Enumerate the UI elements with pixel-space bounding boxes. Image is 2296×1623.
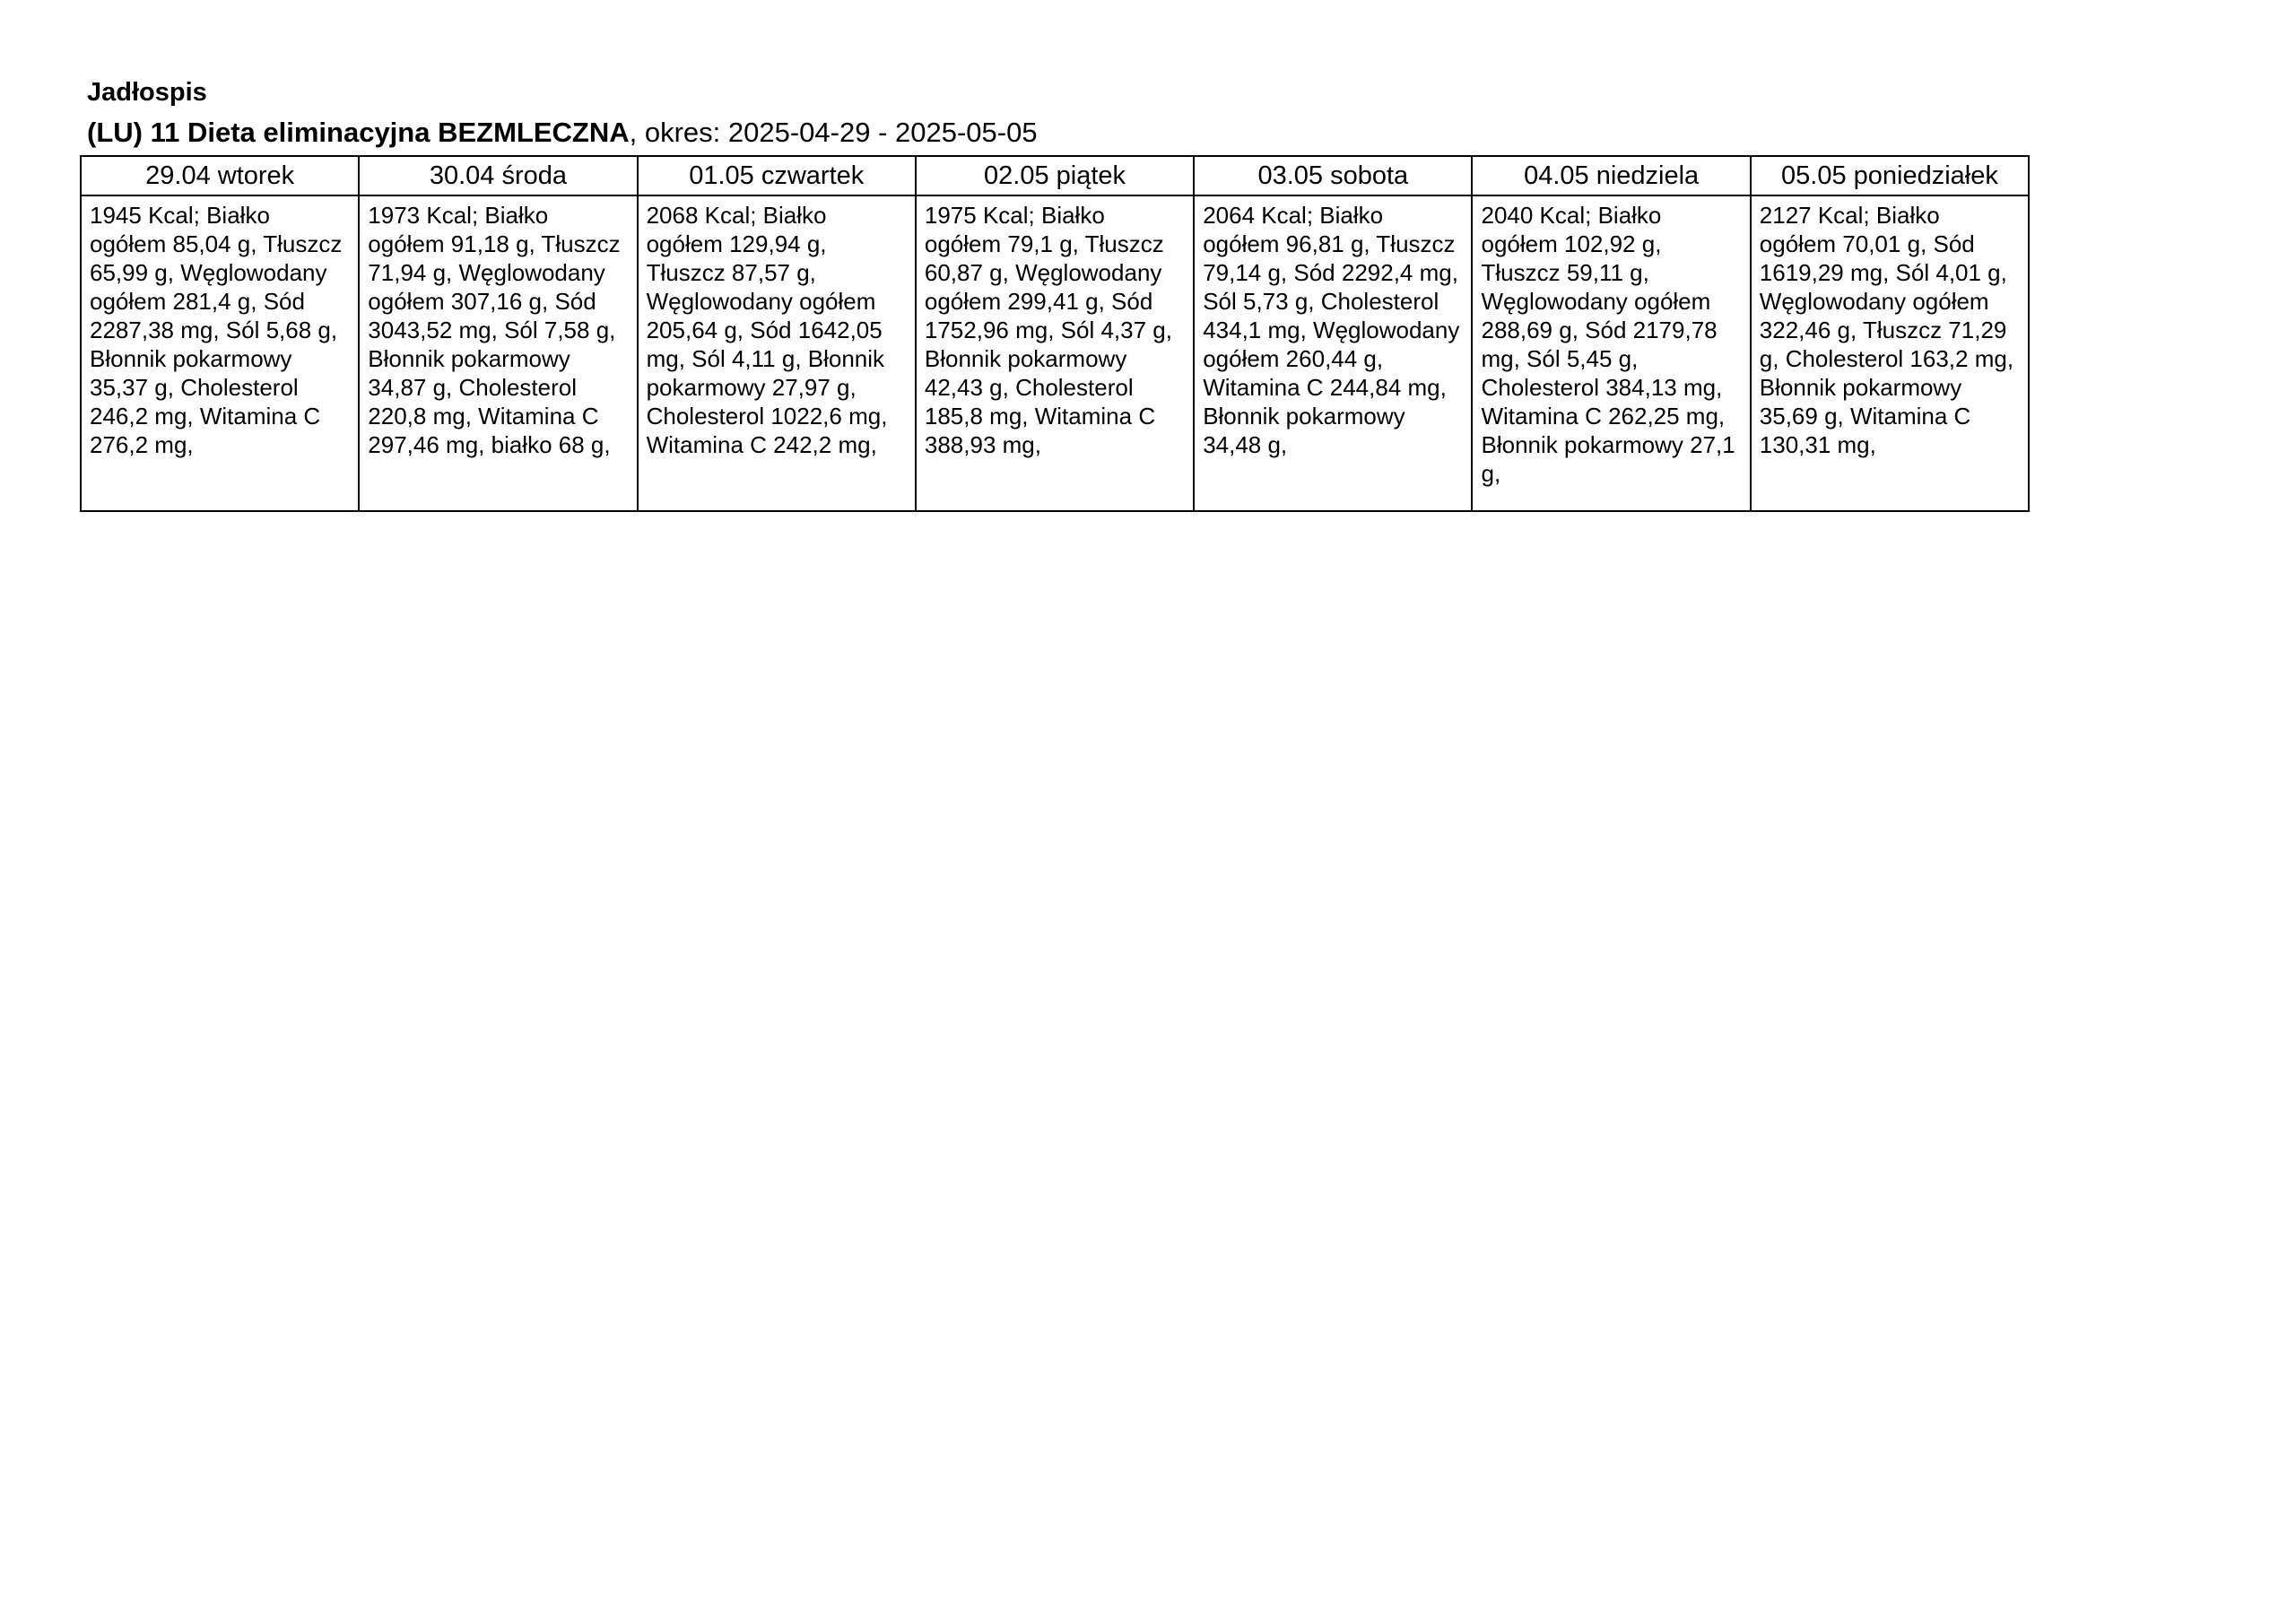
- nutrition-cell-0505: 2127 Kcal; Białko ogółem 70,01 g, Sód 1619,29 mg, Sól 4,01 g, Węglowodany ogółem 322,46 g, Tłuszcz 71,29 g, Cholesterol 163,2 mg, Błonnik pokarmowy 35,69 g, Witamina C 130,31 mg,: [1751, 195, 2029, 511]
- day-header-0501: 01.05 czwartek: [638, 156, 916, 195]
- nutrition-cell-0504: 2040 Kcal; Białko ogółem 102,92 g, Tłuszcz 59,11 g, Węglowodany ogółem 288,69 g, Sód 2179,78 mg, Sól 5,45 g, Cholesterol 384,13 mg, Witamina C 262,25 mg, Błonnik pokarmowy 27,1 g,: [1472, 195, 1750, 511]
- nutrition-cell-0430: 1973 Kcal; Białko ogółem 91,18 g, Tłuszcz 71,94 g, Węglowodany ogółem 307,16 g, Sód 3043,52 mg, Sól 7,58 g, Błonnik pokarmowy 34,87 g, Cholesterol 220,8 mg, Witamina C 297,46 mg, białko 68 g,: [359, 195, 637, 511]
- nutrition-cell-0501: 2068 Kcal; Białko ogółem 129,94 g, Tłuszcz 87,57 g, Węglowodany ogółem 205,64 g, Sód 1642,05 mg, Sól 4,11 g, Błonnik pokarmowy 27,97 g, Cholesterol 1022,6 mg, Witamina C 242,2 mg,: [638, 195, 916, 511]
- period-text: , okres: 2025-04-29 - 2025-05-05: [629, 117, 1038, 148]
- day-header-0504: 04.05 niedziela: [1472, 156, 1750, 195]
- day-header-0503: 03.05 sobota: [1194, 156, 1472, 195]
- document-subtitle: [87, 117, 1038, 149]
- table-row: [81, 195, 2029, 511]
- nutrition-cell-0503: 2064 Kcal; Białko ogółem 96,81 g, Tłuszcz 79,14 g, Sód 2292,4 mg, Sól 5,73 g, Cholesterol 434,1 mg, Węglowodany ogółem 260,44 g, Witamina C 244,84 mg, Błonnik pokarmowy 34,48 g,: [1194, 195, 1472, 511]
- document-title: Jadłospis: [87, 78, 207, 107]
- day-header-0430: 30.04 środa: [359, 156, 637, 195]
- diet-name: (LU) 11 Dieta eliminacyjna BEZMLECZNA: [87, 117, 630, 148]
- day-header-0429: 29.04 wtorek: [81, 156, 359, 195]
- nutrition-cell-0429: 1945 Kcal; Białko ogółem 85,04 g, Tłuszcz 65,99 g, Węglowodany ogółem 281,4 g, Sód 2287,38 mg, Sól 5,68 g, Błonnik pokarmowy 35,37 g, Cholesterol 246,2 mg, Witamina C 276,2 mg,: [81, 195, 359, 511]
- nutrition-cell-0502: 1975 Kcal; Białko ogółem 79,1 g, Tłuszcz 60,87 g, Węglowodany ogółem 299,41 g, Sód 1752,96 mg, Sól 4,37 g, Błonnik pokarmowy 42,43 g, Cholesterol 185,8 mg, Witamina C 388,93 mg,: [916, 195, 1194, 511]
- day-header-0505: 05.05 poniedziałek: [1751, 156, 2029, 195]
- header-row: [81, 156, 2029, 195]
- nutrition-table: [80, 155, 2030, 512]
- day-header-0502: 02.05 piątek: [916, 156, 1194, 195]
